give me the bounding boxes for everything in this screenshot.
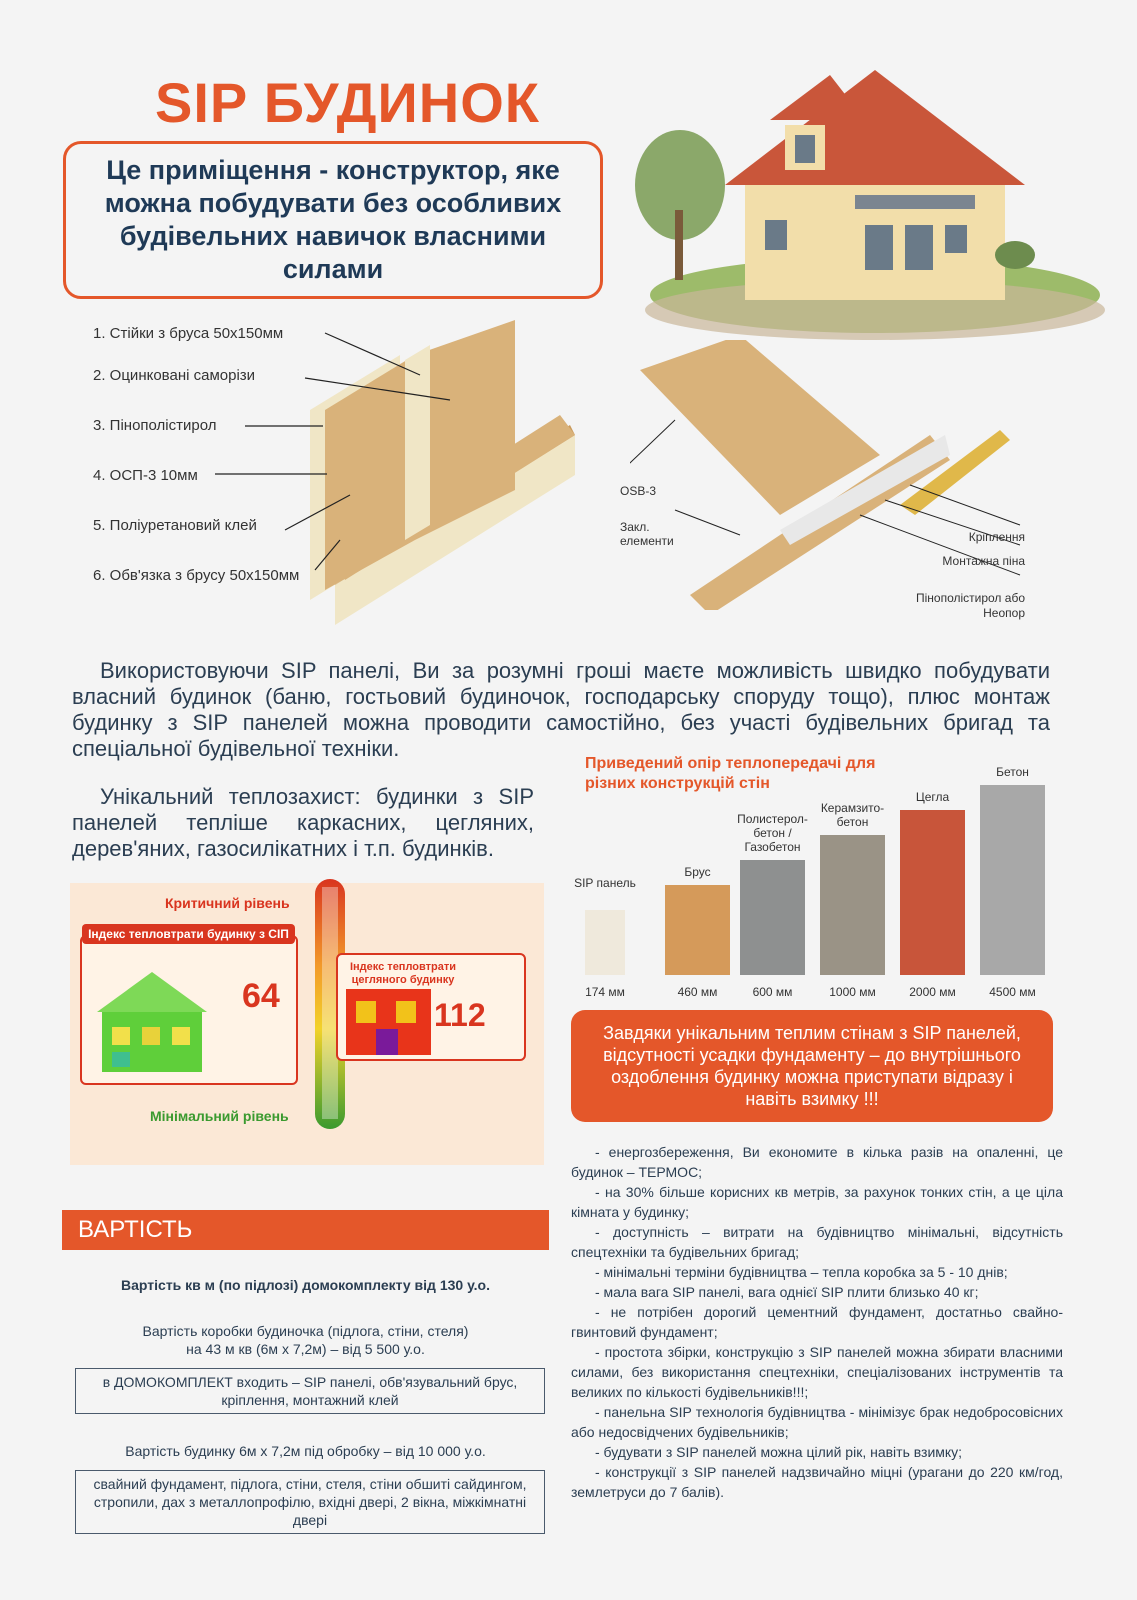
chart-value-label: 4500 мм xyxy=(989,985,1036,999)
price-per-sqm: Вартість кв м (по підлозі) домокомплекту від 130 у.о. xyxy=(121,1277,490,1293)
chart-value-label: 1000 мм xyxy=(829,985,876,999)
label-osb: OSB-3 xyxy=(620,484,657,498)
benefit-item: - простота збірки, конструкцію з SIP панелей можна збирати власними силами, без використання спецтехніки, спеціалізованих інструментів та великих по кількості будівельників!!!; xyxy=(571,1344,1063,1400)
house-illustration xyxy=(625,60,1110,345)
sip-house-thermal-icon xyxy=(87,967,222,1077)
price-heading: ВАРТІСТЬ xyxy=(62,1210,549,1250)
sip-panel-illustration xyxy=(215,315,590,635)
legend-item: 3. Пінополістирол xyxy=(93,417,217,434)
benefit-item: - енергозбереження, Ви економите в кілька разів на опаленні, це будинок – ТЕРМОС; xyxy=(571,1144,1063,1180)
winter-note: Завдяки унікальним теплим стінам з SIP панелей, відсутності усадки фундаменту – до внутрішнього оздоблення будинку можна приступати відразу і навіть взимку !!! xyxy=(571,1010,1053,1122)
chart-category-label: SIP панель xyxy=(574,876,636,890)
critical-level-label: Критичний рівень xyxy=(165,895,290,911)
chart-category-label: Бетон xyxy=(996,765,1029,779)
chart-value-label: 460 мм xyxy=(677,985,718,999)
benefit-item: - конструкції з SIP панелей надзвичайно міцні (урагани до 220 км/год, землетруси до 7 балів). xyxy=(571,1464,1063,1500)
legend-item: 6. Обв'язка з брусу 50х150мм xyxy=(93,567,300,584)
benefits-list xyxy=(571,1142,1063,1502)
sip-index-label: Індекс тепловтрати будинку з СІП xyxy=(82,924,295,944)
label-embedded: Закл. елементи xyxy=(620,520,674,548)
chart-category-label: Цегла xyxy=(915,790,950,804)
benefit-item: - мінімальні терміни будівництва – тепла коробка за 5 - 10 днів; xyxy=(595,1264,1008,1280)
thermal-comparison xyxy=(70,883,544,1165)
legend-item: 4. ОСП-3 10мм xyxy=(93,467,198,484)
chart-title: Приведений опір теплопередачі для різних конструкцій стін xyxy=(585,755,876,792)
label-foam: Монтажна піна xyxy=(942,554,1025,568)
intro-box: Це приміщення - конструктор, яке можна побудувати без особливих будівельних навичок власними силами xyxy=(63,141,603,299)
house-price-line: Вартість будинку 6м х 7,2м під обробку – від 10 000 у.о. xyxy=(125,1443,486,1459)
minimal-level-label: Мінімальний рівень xyxy=(150,1108,289,1124)
brick-index-value: 112 xyxy=(434,997,486,1033)
box-price-line1: Вартість коробки будиночка (підлога, стіни, стеля) xyxy=(142,1323,469,1339)
chart-value-label: 174 мм xyxy=(585,985,625,999)
benefit-item: - панельна SIP технологія будівництва - мінімізує брак недобросовісних або недосвідчених будівельників; xyxy=(571,1404,1063,1440)
chart-labels xyxy=(575,760,1055,1000)
paragraph-intro: Використовуючи SIP панелі, Ви за розумні гроші маєте можливість швидко побудувати власний будинок (баню, гостьовий будиночок, господарську споруду тощо), плюс монтаж будинку з SIP панелей можна проводити самостійно, без участі будівельних бригад та спеціальної будівельної техніки. xyxy=(72,658,1050,761)
chart-value-label: 600 мм xyxy=(752,985,793,999)
benefit-item: - доступність – витрати на будівництво мінімальні, відсутність спецтехніки та будівельних бригад; xyxy=(571,1224,1063,1260)
legend-item: 5. Поліуретановий клей xyxy=(93,517,257,534)
chart-category-label: Керамзито-бетон xyxy=(820,801,885,829)
chart-category-label: Полистерол-бетон / Газобетон xyxy=(737,812,808,854)
brick-house-thermal-icon xyxy=(346,989,431,1055)
benefit-item: - будувати з SIP панелей можна цілий рік, навіть взимку; xyxy=(595,1444,963,1460)
paragraph-insulation: Унікальний теплозахист: будинки з SIP панелей тепліше каркасних, цегляних, дерев'яних, газосилікатних і т.п. будинків. xyxy=(72,784,534,861)
page-title: SIP БУДИНОК xyxy=(155,71,540,134)
legend-item: 2. Оцинковані саморізи xyxy=(93,367,256,384)
house-contents-box: свайний фундамент, підлога, стіни, стеля, стіни обшиті сайдингом, стропили, дах з металлопрофілю, вхідні двері, 2 вікна, міжкімнатні двері xyxy=(75,1470,545,1534)
brick-index-label: Індекс тепловтрати цегляного будинку xyxy=(349,961,457,986)
sip-index-value: 64 xyxy=(242,977,280,1015)
benefit-item: - на 30% більше корисних кв метрів, за рахунок тонких стін, а це ціла кімната у будинку; xyxy=(571,1184,1063,1220)
chart-category-label: Брус xyxy=(684,865,711,879)
chart-value-label: 2000 мм xyxy=(909,985,956,999)
sip-index-card xyxy=(80,927,298,1085)
legend-item: 1. Стійки з бруса 50х150мм xyxy=(93,325,284,342)
brick-index-card xyxy=(336,953,526,1061)
benefit-item: - не потрібен дорогий цементний фундамент, достатньо свайно-гвинтовий фундамент; xyxy=(571,1304,1063,1340)
kit-contents-box: в ДОМОКОМПЛЕКТ входить – SIP панелі, обв'язувальний брус, кріплення, монтажний клей xyxy=(75,1368,545,1414)
label-fastening: Кріплення xyxy=(968,530,1025,544)
panel-joint-illustration xyxy=(630,340,1030,610)
box-price-line2: на 43 м кв (6м х 7,2м) – від 5 500 у.о. xyxy=(186,1341,425,1357)
benefit-item: - мала вага SIP панелі, вага однієї SIP плити близько 40 кг; xyxy=(595,1284,979,1300)
label-insulation: Пінополістирол або Неопор xyxy=(915,591,1025,620)
